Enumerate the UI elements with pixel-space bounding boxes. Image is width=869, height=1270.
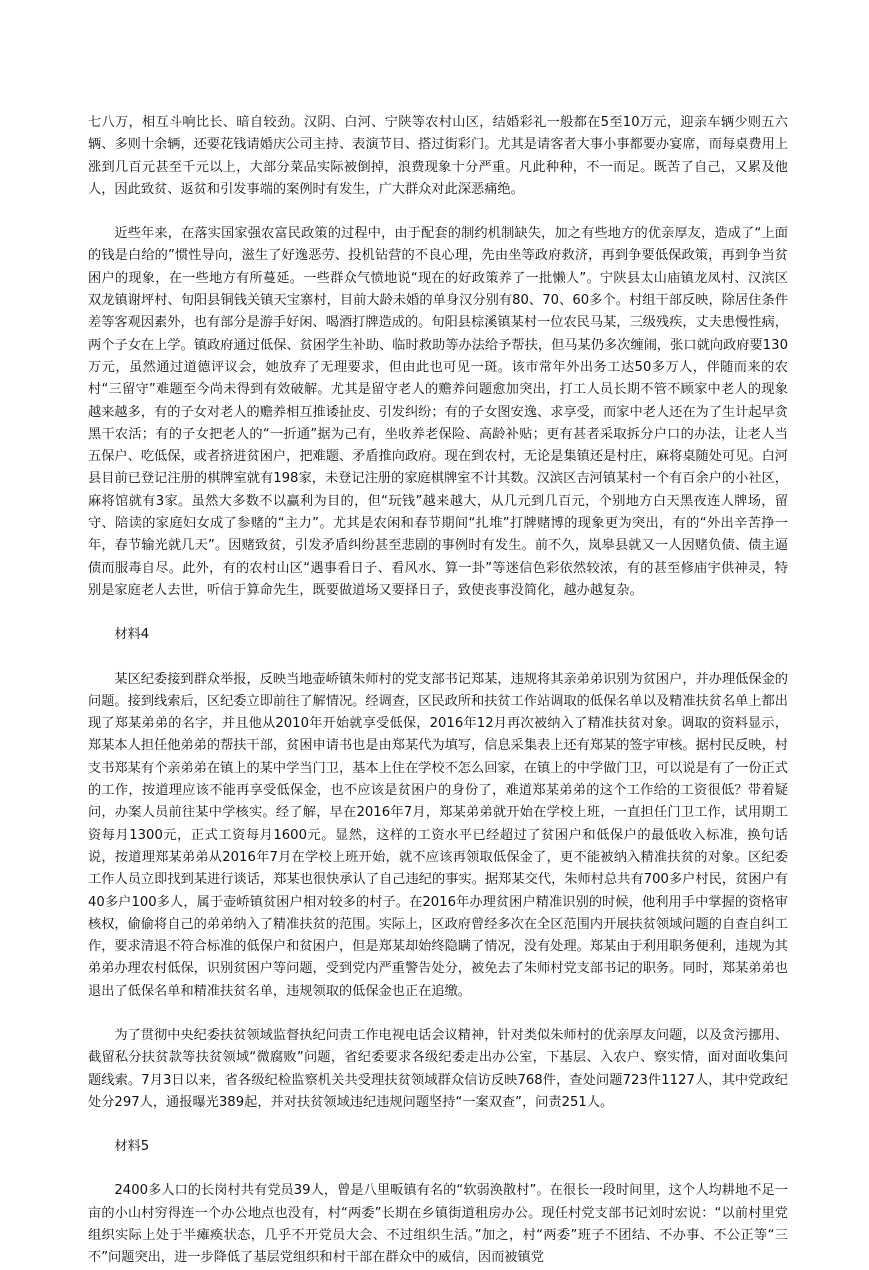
section-heading-material-5: 材料5	[114, 1139, 150, 1155]
paragraph-gap	[88, 602, 788, 624]
paragraph: 某区纪委接到群众举报，反映当地壶峤镇朱师村的党支部书记郑某，违规将其亲弟弟识别为贫困户，并办理低保金的问题。接到线索后，区纪委立即前往了解情况。经调查，区民政所和扶贫工作站调取的低保名单以及精准扶贫名单上都出现了郑某弟弟的名字，并且他从2010年开始就享受低保，2016年12月再次被纳入了精准扶贫对象。调取的资料显示，郑某本人担任他弟弟的帮扶干部，贫困申请书也是由郑某代为填写，信息采集表上还有郑某的签字审核。据村民反映，村支书郑某有个亲弟弟在镇上的某中学当门卫，基本上住在学校不怎么回家，在镇上的中学做门卫，可以说是有了一份正式的工作，按道理应该不能再享受低保金，也不应该是贫困户的身份了，难道郑某弟弟的这个工作给的工资很低？带着疑问，办案人员前往某中学核实。经了解，早在2016年7月，郑某弟弟就开始在学校上班，一直担任门卫工作，试用期工资每月1300元，正式工资每月1600元。显然，这样的工资水平已经超过了贫困户和低保户的最低收入标准，换句话说，按道理郑某弟弟从2016年7月在学校上班开始，就不应该再领取低保金了，更不能被纳入精准扶贫的对象。区纪委工作人员立即找到某进行谈话，郑某也很快承认了自己违纪的事实。据郑某交代，朱师村总共有700多户村民，贫困户有40多户100多人，属于壶峤镇贫困户相对较多的村子。在2016年办理贫困户精准识别的时候，他利用手中掌握的资格审核权，偷偷将自己的弟弟纳入了精准扶贫的范围。实际上，区政府曾经多次在全区范围内开展扶贫领域问题的自查自纠工作，要求清退不符合标准的低保户和贫困户，但是郑某却始终隐瞒了情况，没有处理。郑某由于利用职务便利，违规为其弟弟办理农村低保，识别贫困户等问题，受到党内严重警告处分，被免去了朱师村党支部书记的职务。同时，郑某弟弟也退出了低保名单和精准扶贫名单，违规领取的低保金也正在追缴。	[88, 671, 788, 999]
paragraph-gap	[88, 647, 788, 669]
paragraph: 为了贯彻中央纪委扶贫领域监督执纪问责工作电视电话会议精神，针对类似朱师村的优亲厚友问题，以及贪污挪用、截留私分扶贫款等扶贫领域“微腐败”问题，省纪委要求各级纪委走出办公室，下基层、入农户、察实情，面对面收集问题线索。7月3日以来，省各级纪检监察机关共受理扶贫领域群众信访反映768件，查处问题723件1127人，其中党政纪处分297人，通报曝光389起，并对扶贫领域违纪违规问题坚持“一案双查”，问责251人。	[88, 1027, 788, 1110]
document-page	[88, 112, 788, 1270]
paragraph: 2400多人口的长岗村共有党员39人，曾是八里畈镇有名的“软弱涣散村”。在很长一段时间里，这个人均耕地不足一亩的小山村穷得连一个办公地点也没有，村“两委”长期在乡镇街道租房办公。现任村党支部书记刘时宏说：“以前村里党组织实际上处于半瘫痪状态，几乎不开党员大会、不过组织生活。”加之，村“两委”班子不团结、不办事、不公正等“三不”问题突出，进一步降低了基层党组织和村干部在群众中的威信，因而被镇党	[88, 1183, 788, 1266]
section-heading-material-4: 材料4	[114, 627, 150, 643]
paragraph-gap	[88, 1114, 788, 1136]
paragraph-gap	[88, 1003, 788, 1025]
paragraph: 近些年来，在落实国家强农富民政策的过程中，由于配套的制约机制缺失，加之有些地方的优亲厚友，造成了“上面的钱是白给的”惯性导向，滋生了好逸恶劳、投机钻营的不良心理，先由坐等政府救济，再到争要低保政策，再到争当贫困户的现象，在一些地方有所蔓延。一些群众气愤地说“现在的好政策养了一批懒人”。宁陕县太山庙镇龙凤村、汉滨区双龙镇谢坪村、旬阳县铜钱关镇天宝寨村，目前大龄未婚的单身汉分别有80、70、60多个。村组干部反映，除居住条件差等客观因素外，也有部分是游手好闲、喝酒打牌造成的。旬阳县棕溪镇某村一位农民马某，三级残疾，丈夫患慢性病，两个子女在上学。镇政府通过低保、贫困学生补助、临时救助等办法给予帮扶，但马某仍多次缠闹，张口就向政府要130万元，虽然通过道德评议会，她放弃了无理要求，但由此也可见一斑。该市常年外出务工达50多万人，伴随而来的农村“三留守”难题至今尚未得到有效破解。尤其是留守老人的赡养问题愈加突出，打工人员长期不管不顾家中老人的现象越来越多，有的子女对老人的赡养相互推诿扯皮、引发纠纷；有的子女图安逸、求享受，而家中老人还在为了生计起早贪黑干农活；有的子女把老人的“一折通”据为己有，坐收养老保险、高龄补贴；更有甚者采取拆分户口的办法，让老人当五保户、吃低保，或者挤进贫困户，把难题、矛盾推向政府。现在到农村，无论是集镇还是村庄，麻将桌随处可见。白河县目前已登记注册的棋牌室就有198家，未登记注册的家庭棋牌室不计其数。汉滨区吉河镇某村一个有百余户的小社区，麻将馆就有3家。虽然大多数不以赢利为目的，但“玩钱”越来越大，从几元到几百元，个别地方白天黑夜连人牌场，留守、陪读的家庭妇女成了参赌的“主力”。尤其是农闲和春节期间“扎堆”打牌赌博的现象更为突出，有的“外出辛苦挣一年，春节输光就几天”。因赌致贫，引发矛盾纠纷甚至悲剧的事例时有发生。前不久，岚皋县就又一人因赌负债、债主逼债而服毒自尽。此外，有的农村山区“遇事看日子、看风水、算一卦”等迷信色彩依然较浓，有的甚至修庙宇供神灵，特别是家庭老人去世，听信于算命先生，既要做道场又要择日子，致使丧事没简化，越办越复杂。	[88, 226, 788, 598]
paragraph-gap	[88, 201, 788, 223]
paragraph-gap	[88, 1158, 788, 1180]
paragraph-continuation: 七八万，相互斗响比长、暗自较劲。汉阴、白河、宁陕等农村山区，结婚彩礼一般都在5至10万元，迎亲车辆少则五六辆、多则十余辆，还要花钱请婚庆公司主持、表演节目、搭过街彩门。尤其是请客者大事小事都要办宴席，而每桌费用上涨到几百元甚至千元以上，大部分菜品实际被倒掉，浪费现象十分严重。凡此种种，不一而足。既苦了自己，又累及他人，因此致贫、返贫和引发事端的案例时有发生，广大群众对此深恶痛绝。	[88, 115, 788, 197]
